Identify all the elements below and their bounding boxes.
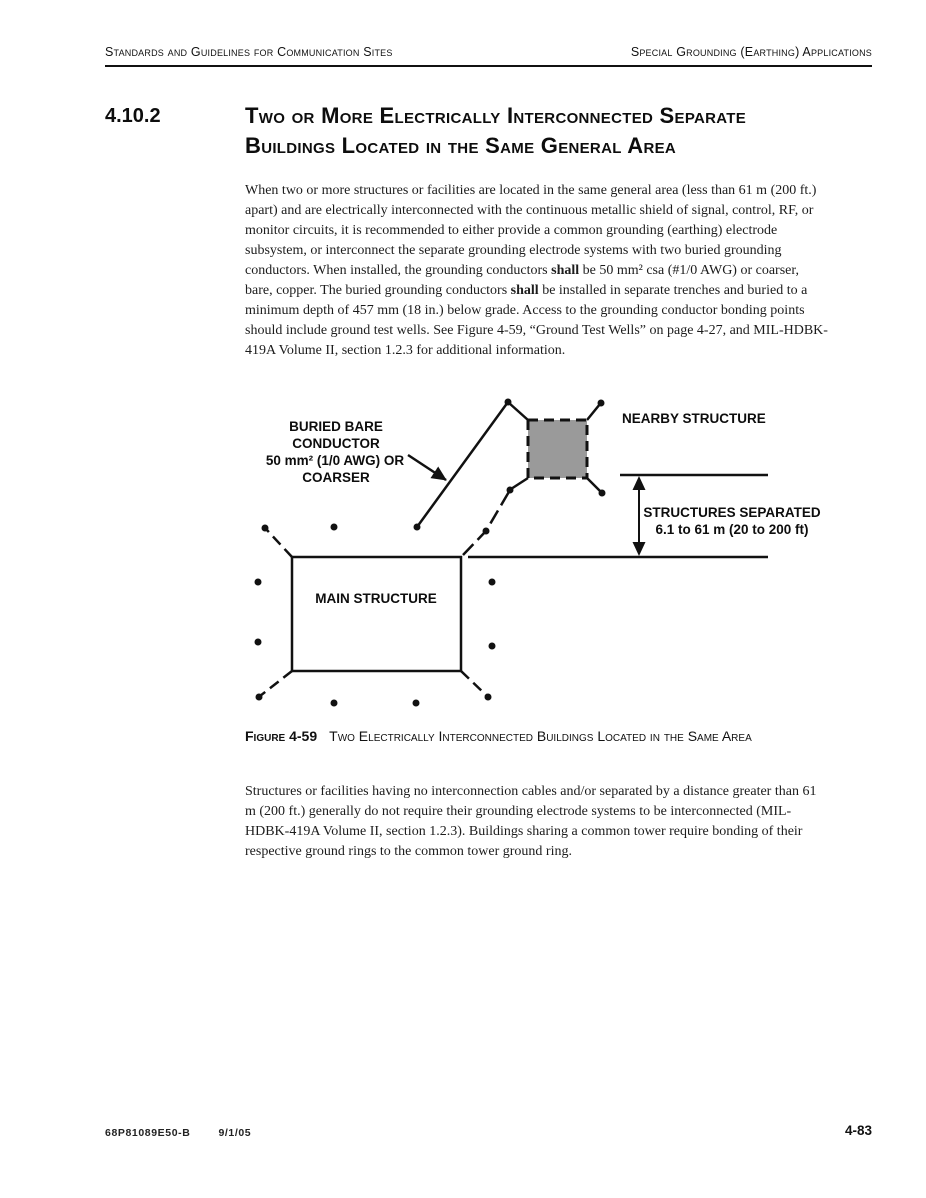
text-segment: bare, copper. The buried grounding conductors: [245, 283, 511, 298]
buried-conductor-label-line2: CONDUCTOR: [292, 436, 380, 451]
section-heading: [105, 101, 746, 161]
paragraph-2-line: Structures or facilities having no interconnection cables and/or separated by a distance greater than 61: [245, 784, 817, 799]
conductor-segment: [260, 671, 292, 696]
document-number: 68P81089E50-B: [105, 1127, 191, 1139]
document-date: 9/1/05: [218, 1127, 252, 1139]
figure-caption: [245, 728, 752, 745]
page-number: 4-83: [844, 1123, 872, 1138]
figure-4-59: [248, 392, 828, 714]
conductor-segment: [461, 671, 487, 696]
nearby-structure-box: [528, 420, 587, 478]
figure-caption-label: Figure 4-59: [245, 728, 318, 744]
conductor-segment: [587, 478, 601, 492]
section-title-line2: Buildings Located in the Same General Area: [245, 133, 677, 158]
paragraph-2-line: HDBK-419A Volume II, section 1.2.3). Buildings sharing a common tower require bonding of their: [245, 824, 803, 839]
paragraph-1: [245, 181, 828, 361]
main-structure-label: MAIN STRUCTURE: [315, 591, 437, 606]
conductor-segment: [587, 404, 600, 420]
running-header: [105, 46, 872, 67]
paragraph-1-line: should include ground test wells. See Figure 4-59, “Ground Test Wells” on page 4-27, and MIL-HDBK-: [245, 323, 828, 338]
separation-label-line2: 6.1 to 61 m (20 to 200 ft): [655, 522, 809, 537]
section-title: [245, 101, 746, 161]
buried-conductor-label-line4: COARSER: [302, 470, 370, 485]
separation-label-line1: STRUCTURES SEPARATED: [643, 505, 821, 520]
paragraph-1-line: When two or more structures or facilities are located in the same general area (less than 61 m (200 ft.): [245, 183, 817, 198]
conductor-segment: [511, 478, 528, 489]
paragraph-1-line: subsystem, or interconnect the separate grounding electrode systems with two buried grounding: [245, 243, 782, 258]
text-segment: be installed in separate trenches and buried to a: [538, 283, 808, 298]
paragraph-1-line: [245, 261, 828, 281]
buried-conductor-line: [417, 402, 508, 527]
figure-caption-title: Two Electrically Interconnected Buildings Located in the Same Area: [329, 728, 752, 744]
paragraph-2-line: m (200 ft.) generally do not require their grounding electrode systems to be interconnected (MIL-: [245, 804, 792, 819]
section-title-line1: Two or More Electrically Interconnected Separate: [245, 103, 747, 128]
main-structure-box: [292, 557, 461, 671]
header-right-title: Special Grounding (Earthing) Applications: [630, 45, 872, 59]
conductor-segment: [266, 529, 292, 557]
nearby-structure-label: NEARBY STRUCTURE: [622, 411, 766, 426]
paragraph-1-line: 419A Volume II, section 1.2.3 for additional information.: [245, 343, 566, 358]
footer-document-info: [105, 1127, 251, 1139]
buried-conductor-line: [463, 490, 510, 555]
shall-bold-text: shall: [551, 263, 580, 278]
conductor-segment: [509, 403, 528, 420]
paragraph-1-line: monitor circuits, it is recommended to either provide a common grounding (earthing) electrode: [245, 223, 778, 238]
buried-conductor-label-line1: BURIED BARE: [289, 419, 383, 434]
paragraph-1-line: apart) and are electrically interconnected with the continuous metallic shield of signal, control, RF, or: [245, 203, 814, 218]
grounding-diagram: [248, 392, 828, 714]
header-left-title: Standards and Guidelines for Communication Sites: [105, 45, 393, 59]
section-number: 4.10.2: [105, 105, 161, 127]
text-segment: conductors. When installed, the grounding conductors: [245, 263, 552, 278]
callout-arrow: [408, 455, 446, 480]
shall-bold-text: shall: [510, 283, 539, 298]
paragraph-1-line: minimum depth of 457 mm (18 in.) below grade. Access to the grounding conductor bonding points: [245, 303, 805, 318]
paragraph-1-line: [245, 281, 828, 301]
paragraph-2-line: respective ground rings to the common tower ground ring.: [245, 844, 572, 859]
buried-conductor-label-line3: 50 mm² (1/0 AWG) OR: [265, 453, 405, 468]
text-segment: be 50 mm² csa (#1/0 AWG) or coarser,: [579, 263, 799, 278]
paragraph-2: [245, 782, 816, 862]
